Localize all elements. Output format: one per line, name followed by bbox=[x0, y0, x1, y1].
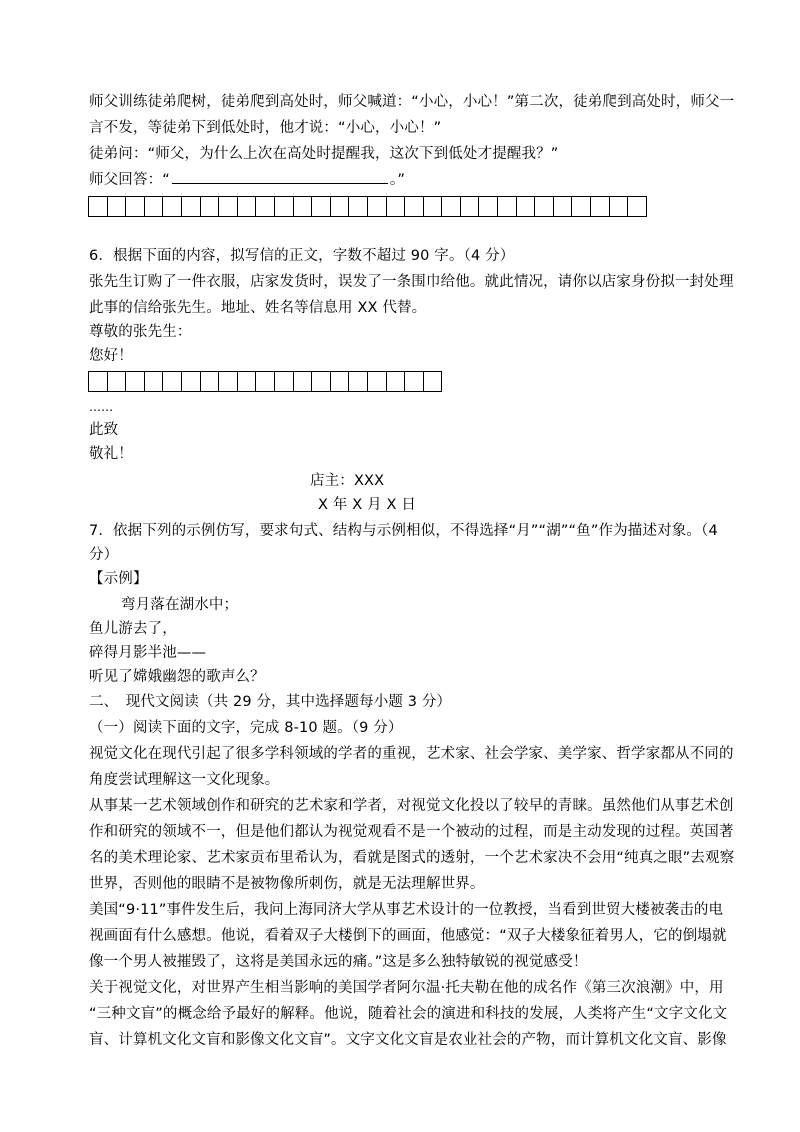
grid-cell[interactable] bbox=[89, 371, 108, 392]
grid-cell[interactable] bbox=[145, 371, 164, 392]
grid-cell[interactable] bbox=[349, 371, 368, 392]
grid-cell[interactable] bbox=[294, 196, 313, 217]
grid-cell[interactable] bbox=[331, 196, 350, 217]
answer-line bbox=[89, 170, 718, 190]
grid-cell[interactable] bbox=[572, 196, 591, 217]
question-7-title: 分） bbox=[89, 547, 119, 563]
reading-line: 作和研究的领域不一，但是他们都认为视觉观看不是一个被动的过程，而是主动发现的过程。英国著 bbox=[89, 824, 734, 840]
reading-line: 视画面有什么感想。他说，看着双子大楼倒下的画面，他感觉：“双子大楼象征着男人，它的倒塌就 bbox=[89, 928, 727, 944]
grid-cell[interactable] bbox=[219, 371, 238, 392]
grid-cell[interactable] bbox=[405, 371, 424, 392]
grid-cell[interactable] bbox=[238, 371, 257, 392]
paragraph-line: 此事的信给张先生。地址、姓名等信息用 XX 代替。 bbox=[89, 300, 427, 316]
grid-cell[interactable] bbox=[591, 196, 610, 217]
letter-signature: 店主：XXX bbox=[310, 473, 385, 489]
grid-cell[interactable] bbox=[628, 196, 647, 217]
grid-cell[interactable] bbox=[126, 196, 145, 217]
reading-line: 世界，否则他的眼睛不是被物像所刺伤，就是无法理解世界。 bbox=[89, 876, 485, 892]
example-label: 【示例】 bbox=[89, 571, 148, 587]
grid-cell[interactable] bbox=[182, 371, 201, 392]
grid-cell[interactable] bbox=[108, 371, 127, 392]
grid-cell[interactable] bbox=[424, 196, 443, 217]
answer-suffix: 。” bbox=[389, 172, 405, 188]
writing-grid-1[interactable] bbox=[88, 196, 647, 217]
grid-cell[interactable] bbox=[368, 196, 387, 217]
grid-cell[interactable] bbox=[256, 196, 275, 217]
question-7-title: 7．依据下列的示例仿写，要求句式、结构与示例相似，不得选择“月”“湖”“鱼”作为描述对象。（4 bbox=[89, 523, 718, 539]
grid-cell[interactable] bbox=[461, 196, 480, 217]
grid-cell[interactable] bbox=[610, 196, 629, 217]
poem-line: 弯月落在湖水中； bbox=[121, 597, 239, 613]
grid-cell[interactable] bbox=[312, 371, 331, 392]
grid-cell[interactable] bbox=[368, 371, 387, 392]
reading-line: 角度尝试理解这一文化现象。 bbox=[89, 772, 280, 788]
question-6-title: 6．根据下面的内容，拟写信的正文，字数不超过 90 字。（4 分） bbox=[89, 248, 515, 264]
grid-cell[interactable] bbox=[312, 196, 331, 217]
grid-cell[interactable] bbox=[442, 196, 461, 217]
answer-blank[interactable] bbox=[172, 182, 388, 184]
grid-cell[interactable] bbox=[182, 196, 201, 217]
poem-line: 听见了嫦娥幽怨的歌声么？ bbox=[89, 669, 265, 685]
grid-cell[interactable] bbox=[145, 196, 164, 217]
grid-cell[interactable] bbox=[219, 196, 238, 217]
grid-cell[interactable] bbox=[201, 196, 220, 217]
answer-prefix: 师父回答：“ bbox=[89, 172, 170, 188]
grid-cell[interactable] bbox=[108, 196, 127, 217]
letter-date: X 年 X 月 X 日 bbox=[318, 497, 416, 513]
writing-grid-2[interactable] bbox=[88, 371, 442, 392]
letter-greeting: 您好！ bbox=[89, 348, 133, 364]
poem-line: 鱼儿游去了， bbox=[89, 621, 177, 637]
letter-closing: 此致 bbox=[89, 422, 119, 438]
reading-line: 从事某一艺术领域创作和研究的艺术家和学者，对视觉文化投以了较早的青睐。虽然他们从事艺术创 bbox=[89, 798, 734, 814]
reading-line: 像一个男人被摧毁了，这将是美国永远的痛。”这是多么独特敏锐的视觉感受！ bbox=[89, 954, 588, 970]
grid-cell[interactable] bbox=[126, 371, 145, 392]
grid-cell[interactable] bbox=[294, 371, 313, 392]
grid-cell[interactable] bbox=[331, 371, 350, 392]
reading-line: 美国“9·11”事件发生后，我问上海同济大学从事艺术设计的一位教授，当看到世贸大楼被袭击的电 bbox=[89, 902, 724, 918]
ellipsis: …… bbox=[89, 400, 114, 414]
paragraph-line: 言不发，等徒弟下到低处时，他才说：“小心，小心！” bbox=[89, 120, 442, 136]
paragraph-line: 师父训练徒弟爬树，徒弟爬到高处时，师父喊道：“小心，小心！”第二次，徒弟爬到高处时，师父一 bbox=[89, 94, 735, 110]
grid-cell[interactable] bbox=[387, 371, 406, 392]
reading-line: 盲、计算机文化文盲和影像文化文盲”。文字文化文盲是农业社会的产物，而计算机文化文盲、影像 bbox=[89, 1032, 727, 1048]
grid-cell[interactable] bbox=[163, 371, 182, 392]
grid-cell[interactable] bbox=[424, 371, 443, 392]
paragraph-line: 张先生订购了一件衣服，店家发货时，误发了一条围巾给他。就此情况，请你以店家身份拟一封处理 bbox=[89, 274, 734, 290]
grid-cell[interactable] bbox=[275, 196, 294, 217]
grid-cell[interactable] bbox=[256, 371, 275, 392]
grid-cell[interactable] bbox=[517, 196, 536, 217]
grid-cell[interactable] bbox=[201, 371, 220, 392]
grid-cell[interactable] bbox=[479, 196, 498, 217]
letter-greeting: 尊敬的张先生： bbox=[89, 324, 192, 340]
grid-cell[interactable] bbox=[89, 196, 108, 217]
grid-cell[interactable] bbox=[535, 196, 554, 217]
poem-line: 碎得月影半池—— bbox=[89, 645, 207, 661]
reading-line: 视觉文化在现代引起了很多学科领域的学者的重视，艺术家、社会学家、美学家、哲学家都从不同的 bbox=[89, 746, 734, 762]
grid-cell[interactable] bbox=[498, 196, 517, 217]
section-subheading: （一）阅读下面的文字，完成 8-10 题。（9 分） bbox=[89, 720, 403, 736]
grid-cell[interactable] bbox=[405, 196, 424, 217]
paragraph-line: 徒弟问：“师父，为什么上次在高处时提醒我，这次下到低处才提醒我？” bbox=[89, 146, 559, 162]
grid-cell[interactable] bbox=[349, 196, 368, 217]
letter-closing: 敬礼！ bbox=[89, 446, 133, 462]
reading-line: 关于视觉文化，对世界产生相当影响的美国学者阿尔温·托夫勒在他的成名作《第三次浪潮》中，用 bbox=[89, 980, 724, 996]
grid-cell[interactable] bbox=[238, 196, 257, 217]
grid-cell[interactable] bbox=[554, 196, 573, 217]
reading-line: 名的美术理论家、艺术家贡布里希认为，看就是图式的透射，一个艺术家决不会用“纯真之眼”去观察 bbox=[89, 850, 735, 866]
grid-cell[interactable] bbox=[163, 196, 182, 217]
reading-line: “三种文盲”的概念给予最好的解释。他说，随着社会的演进和科技的发展，人类将产生“文字文化文 bbox=[89, 1006, 728, 1022]
grid-cell[interactable] bbox=[275, 371, 294, 392]
grid-cell[interactable] bbox=[387, 196, 406, 217]
section-heading: 二、 现代文阅读（共 29 分，其中选择题每小题 3 分） bbox=[89, 694, 452, 710]
